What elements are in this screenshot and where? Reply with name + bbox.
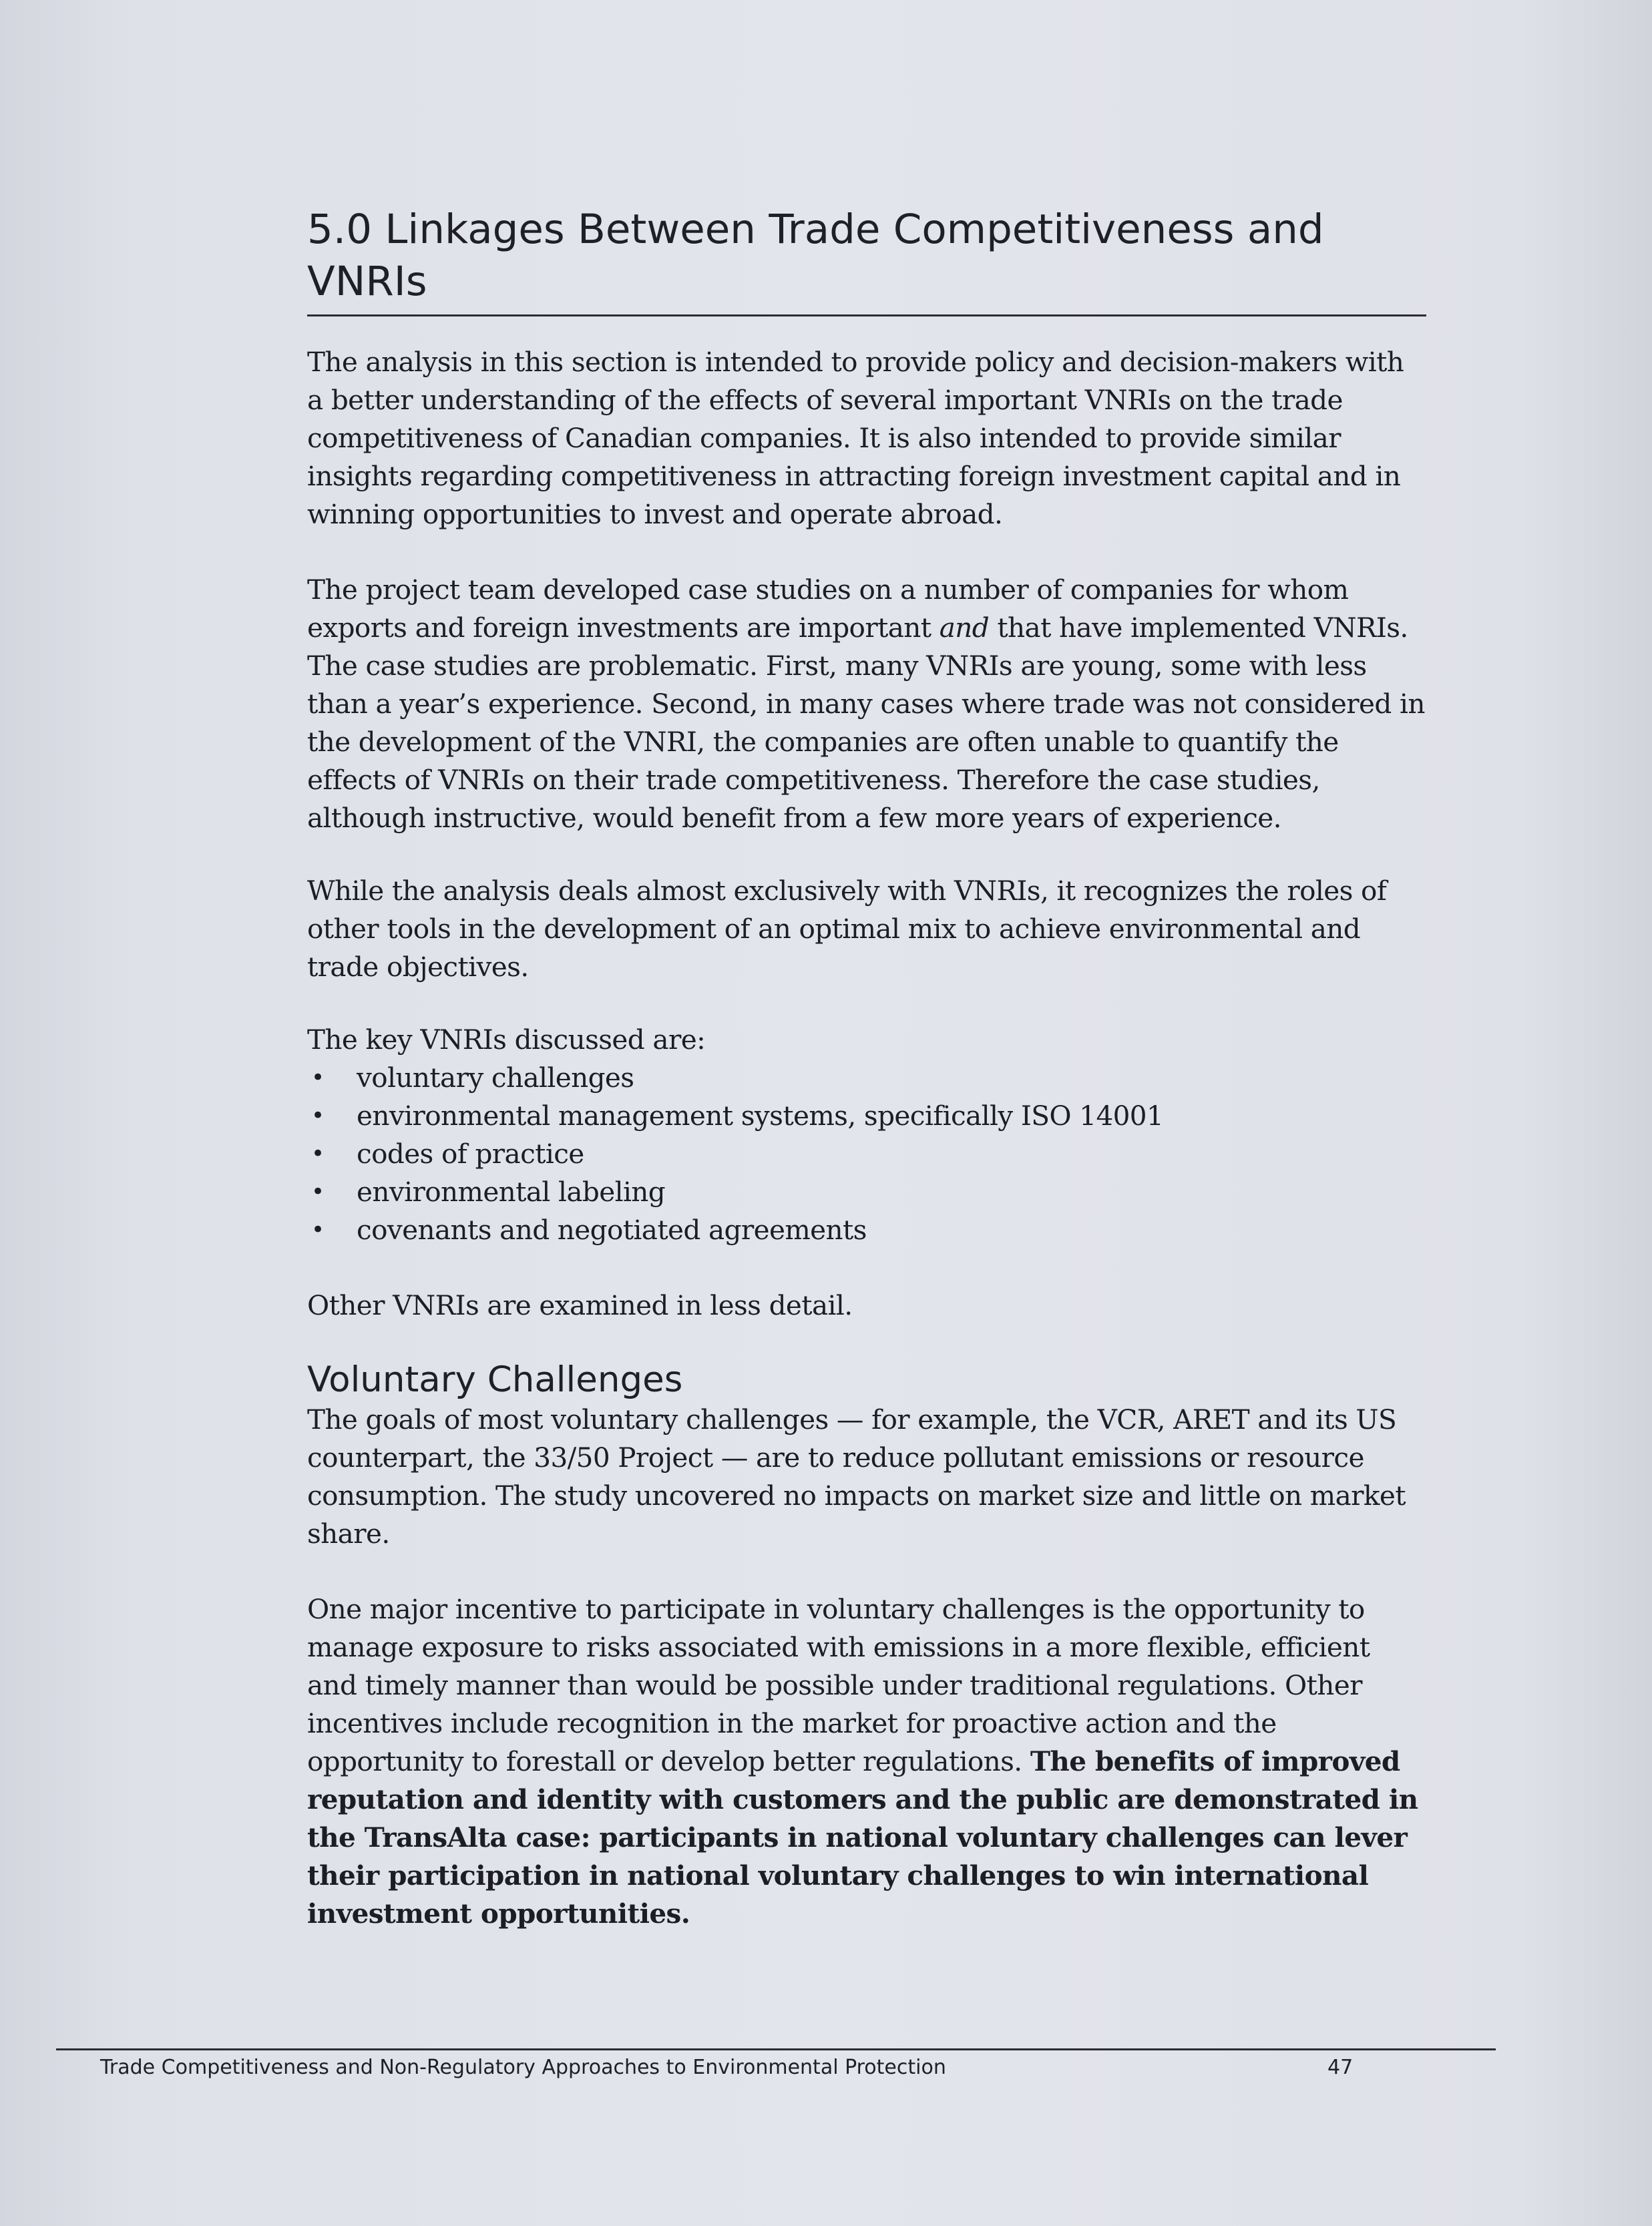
other-tools-paragraph: While the analysis deals almost exclusively with VNRIs, it recognizes the roles of other tools in the development of an optimal mix to achieve environmental and trade objectives. (307, 875, 1387, 983)
other-vnris-paragraph: Other VNRIs are examined in less detail. (307, 1289, 853, 1321)
case-studies-text-2: that have implemented VNRIs. The case studies are problematic. First, many VNRIs are young, some with less than a year’s experience. Second, in many cases where trade was not considered in the development of the VNRI, the companies are often unable to quantify the effects of VNRIs on their trade competitiveness. Therefore the case studies, although instructive, would benefit from a few more years of experience. (307, 612, 1425, 834)
bullet-icon: • (311, 1140, 325, 1167)
section-heading: 5.0 Linkages Between Trade Competitiveness and VNRIs (307, 204, 1426, 316)
bullet-icon: • (311, 1102, 325, 1129)
list-item (307, 1211, 1426, 1249)
list-item (307, 1135, 1426, 1173)
bullet-icon: • (311, 1178, 325, 1205)
intro-paragraph: The analysis in this section is intended to provide policy and decision-makers with a better understanding of the effects of several important VNRIs on the trade competitiveness of Canadian companies. It is also intended to provide similar insights regarding competitiveness in attracting foreign investment capital and in winning opportunities to invest and operate abroad. (307, 346, 1404, 530)
voluntary-challenges-body (307, 1401, 1426, 1933)
list-item (307, 1173, 1426, 1211)
list-item-label: environmental management systems, specifically ISO 14001 (357, 1100, 1164, 1132)
key-vnris-list (307, 1059, 1426, 1249)
incentive-bold-text: The benefits of improved reputation and identity with customers and the public are demonstrated in the TransAlta case: participants in national voluntary challenges can lever their participation in national voluntary challenges to win international investment opportunities. (307, 1745, 1418, 1930)
voluntary-challenges-heading: Voluntary Challenges (307, 1359, 683, 1400)
list-item-label: covenants and negotiated agreements (357, 1214, 867, 1246)
bullet-icon: • (311, 1216, 325, 1243)
footer-title: Trade Competitiveness and Non-Regulatory Approaches to Environmental Protection (100, 2056, 946, 2079)
main-content (307, 204, 1426, 1933)
footer-divider (56, 2048, 1496, 2050)
list-item-label: environmental labeling (357, 1176, 666, 1208)
list-item-label: codes of practice (357, 1138, 584, 1170)
case-studies-paragraph (307, 571, 1426, 837)
bullet-icon: • (311, 1064, 325, 1091)
case-studies-emphasis: and (939, 612, 990, 644)
incentive-paragraph (307, 1590, 1426, 1933)
goals-paragraph: The goals of most voluntary challenges — for example, the VCR, ARET and its US counterpart, the 33/50 Project — are to reduce pollutant emissions or resource consumption. The study uncovered no impacts on market size and little on market share. (307, 1403, 1406, 1550)
list-item-label: voluntary challenges (357, 1062, 634, 1094)
body-text (307, 343, 1426, 1325)
case-studies-text-1: The project team developed case studies on a number of companies for whom exports and foreign investments are important (307, 574, 1349, 644)
list-item (307, 1059, 1426, 1097)
incentive-text: One major incentive to participate in voluntary challenges is the opportunity to manage exposure to risks associated with emissions in a more flexible, efficient and timely manner than would be possible under traditional regulations. Other incentives include recognition in the market for proactive action and the opportunity to forestall or develop better regulations. (307, 1593, 1370, 1777)
key-vnris-intro: The key VNRIs discussed are: (307, 1024, 706, 1056)
page-number: 47 (1327, 2056, 1354, 2079)
list-item (307, 1097, 1426, 1135)
